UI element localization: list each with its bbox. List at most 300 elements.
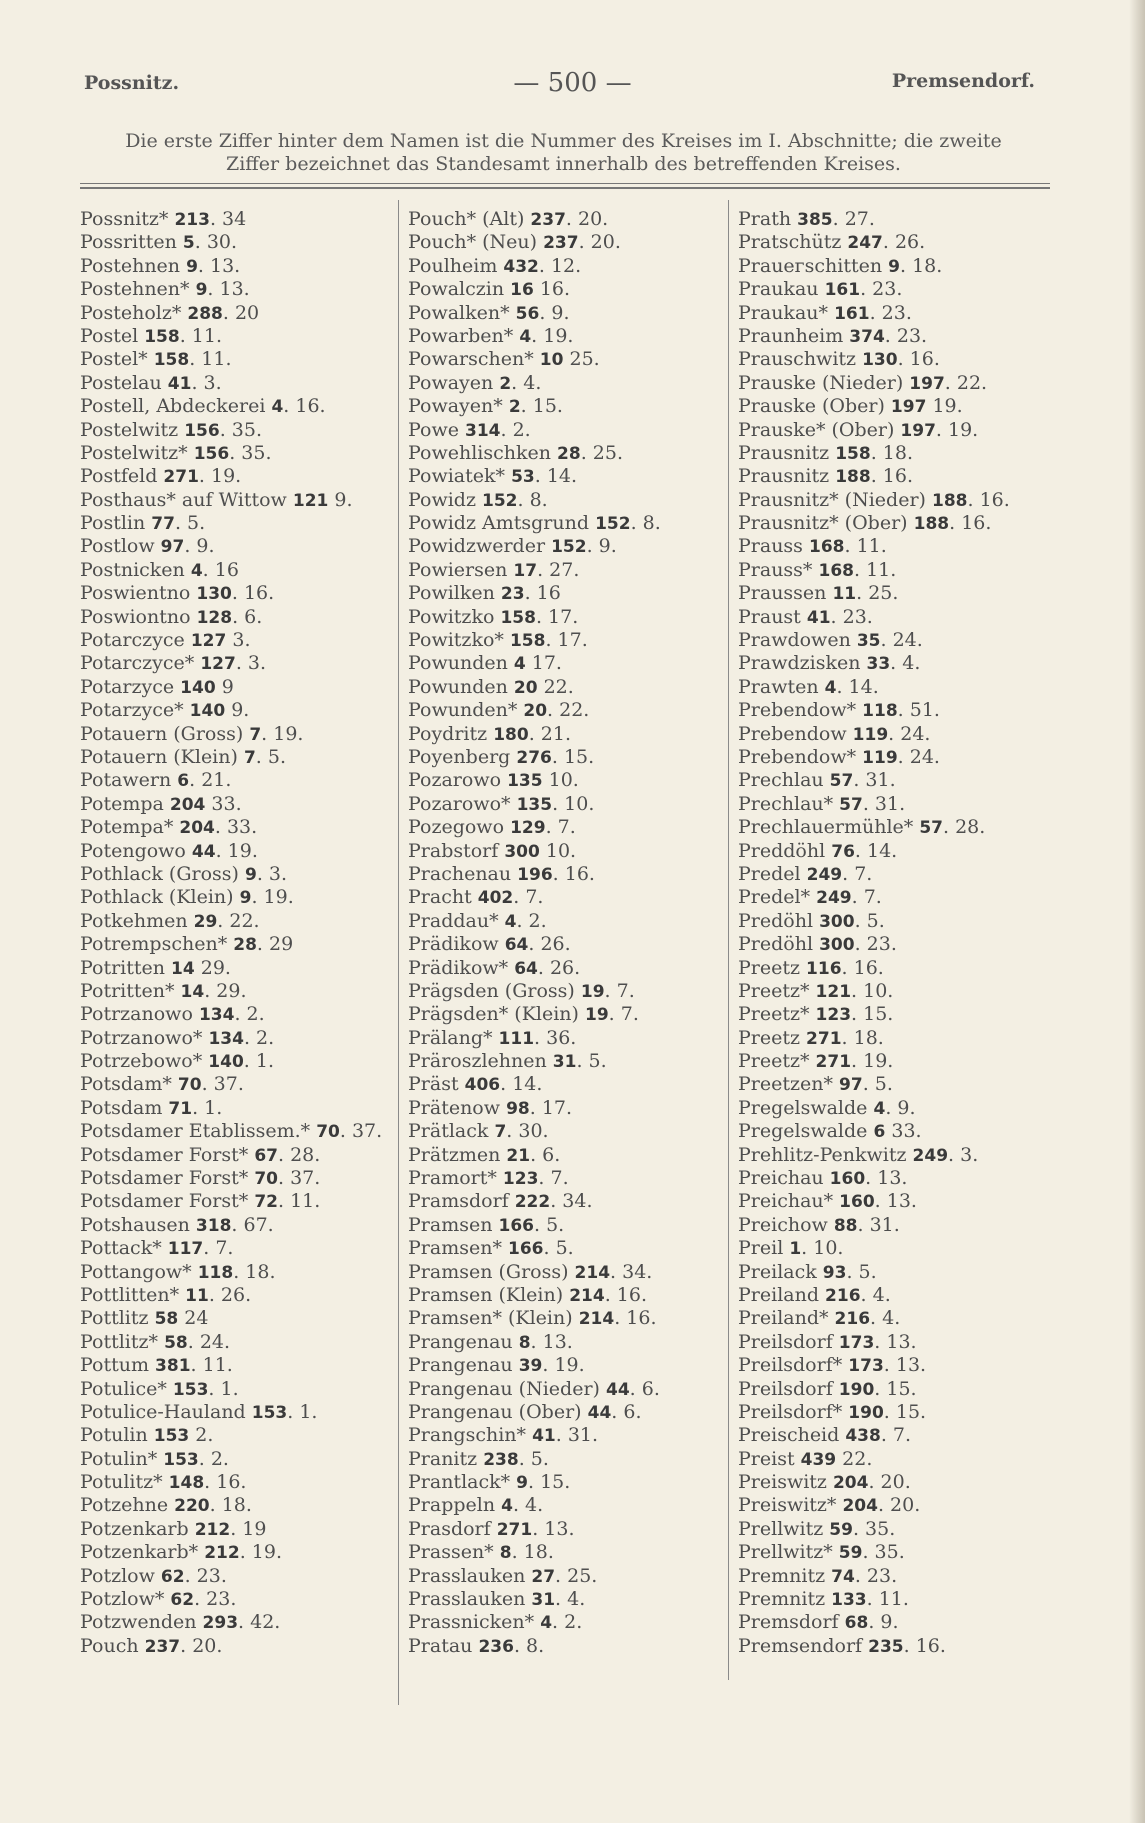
- directory-entry: [80, 348, 382, 371]
- directory-entry: [738, 769, 1010, 792]
- registry-office-number: . 11.: [189, 348, 232, 371]
- entry-name: Potzlow: [80, 1564, 161, 1587]
- registry-office-number: . 19.: [851, 1050, 894, 1073]
- directory-entry: [738, 278, 1010, 301]
- district-number: 4: [824, 677, 837, 698]
- registry-office-number: . 18.: [870, 441, 913, 464]
- directory-entry: [408, 746, 661, 769]
- directory-entry: [738, 1518, 1010, 1541]
- directory-entry: [738, 1144, 1010, 1167]
- directory-entry: [80, 863, 382, 886]
- registry-office-number: . 8.: [630, 512, 661, 535]
- entry-name: Prädikow: [408, 933, 505, 956]
- directory-entry: [408, 1307, 661, 1330]
- district-number: 216: [825, 1285, 861, 1306]
- registry-office-number: . 9.: [539, 301, 570, 324]
- entry-name: Präst: [408, 1073, 465, 1096]
- district-number: 58: [164, 1332, 188, 1353]
- entry-name: Premnitz: [738, 1564, 832, 1587]
- directory-entry: [738, 606, 1010, 629]
- registry-office-number: . 3.: [948, 1143, 979, 1166]
- intro-note: [76, 130, 1051, 176]
- directory-entry: [80, 1027, 382, 1050]
- district-number: 235: [868, 1636, 904, 1657]
- directory-entry: [80, 980, 382, 1003]
- district-number: 74: [831, 1566, 855, 1587]
- entry-name: Prauschwitz: [738, 348, 863, 371]
- registry-office-number: . 16.: [604, 1283, 647, 1306]
- registry-office-number: . 23.: [830, 605, 873, 628]
- registry-office-number: . 31.: [857, 1213, 900, 1236]
- district-number: 173: [848, 1356, 884, 1377]
- directory-entry: [80, 652, 382, 675]
- directory-entry: [80, 886, 382, 909]
- registry-office-number: . 11.: [179, 324, 222, 347]
- registry-office-number: . 5.: [854, 909, 885, 932]
- entry-name: Poydritz: [408, 722, 494, 745]
- district-number: 385: [797, 210, 833, 230]
- directory-entry: [408, 1167, 661, 1190]
- entry-name: Praunheim: [738, 324, 850, 347]
- entry-name: Potsdamer Forst*: [80, 1167, 255, 1190]
- district-number: 153: [163, 1449, 199, 1470]
- registry-office-number: . 13.: [532, 1517, 575, 1540]
- registry-office-number: . 28.: [942, 816, 986, 839]
- district-number: 70: [254, 1169, 278, 1190]
- district-number: 4: [501, 1496, 513, 1517]
- entry-name: Preetz*: [738, 979, 816, 1002]
- registry-office-number: . 19.: [531, 324, 574, 347]
- district-number: 59: [838, 1543, 863, 1564]
- directory-entry: [80, 723, 382, 746]
- district-number: 168: [808, 537, 845, 558]
- entry-name: Prauss: [738, 535, 809, 558]
- district-number: 188: [931, 490, 968, 511]
- registry-office-number: . 16.: [283, 395, 326, 418]
- directory-entry: [738, 1471, 1010, 1494]
- registry-office-number: . 24.: [187, 1330, 231, 1353]
- district-number: 4: [873, 1098, 886, 1119]
- district-number: 97: [839, 1075, 863, 1096]
- district-number: 212: [204, 1543, 240, 1564]
- directory-entry: [738, 699, 1010, 722]
- registry-office-number: . 11.: [866, 1588, 909, 1611]
- registry-office-number: . 20.: [578, 231, 621, 254]
- district-number: 249: [816, 888, 852, 909]
- directory-entry: [408, 1471, 661, 1494]
- registry-office-number: . 3.: [191, 371, 222, 394]
- registry-office-number: . 18.: [511, 1541, 554, 1564]
- district-number: 133: [831, 1590, 867, 1611]
- entry-name: Poswiontno: [80, 605, 197, 628]
- district-number: 4: [519, 326, 532, 347]
- directory-entry: [738, 1237, 1010, 1260]
- district-number: 123: [815, 1005, 852, 1026]
- directory-entry: [738, 535, 1010, 558]
- district-number: 39: [518, 1356, 543, 1377]
- entry-name: Preetz: [738, 956, 807, 979]
- directory-entry: [408, 278, 661, 301]
- registry-office-number: 2.: [189, 1424, 214, 1447]
- entry-name: Prassnicken*: [408, 1611, 541, 1634]
- directory-entry: [80, 512, 382, 535]
- entry-name: Pothlack (Gross): [80, 862, 245, 885]
- entry-name: Posteholz*: [80, 301, 188, 324]
- district-number: 158: [500, 607, 536, 628]
- directory-entry: [738, 465, 1010, 488]
- directory-entry: [80, 816, 382, 839]
- entry-name: Pottangow*: [80, 1260, 198, 1283]
- registry-office-number: . 20.: [565, 208, 609, 230]
- district-number: 152: [551, 537, 587, 558]
- registry-office-number: . 15.: [874, 1377, 917, 1400]
- registry-office-number: . 19.: [261, 722, 304, 745]
- registry-office-number: . 13.: [883, 1354, 927, 1377]
- directory-entry: [408, 1518, 661, 1541]
- district-number: 72: [254, 1192, 278, 1213]
- directory-entry: [80, 1284, 382, 1307]
- directory-entry: [738, 1120, 1010, 1143]
- directory-entry: [80, 1494, 382, 1517]
- registry-office-number: . 24.: [880, 629, 923, 652]
- directory-entry: [408, 1331, 661, 1354]
- district-number: 214: [578, 1309, 615, 1330]
- directory-entry: [408, 1448, 661, 1471]
- entry-name: Praussen: [738, 582, 833, 605]
- registry-office-number: . 26.: [528, 933, 571, 956]
- directory-entry: [738, 1588, 1010, 1611]
- entry-name: Prechlau: [738, 769, 830, 792]
- registry-office-number: . 16: [202, 558, 239, 581]
- district-number: 116: [806, 958, 842, 979]
- entry-name: Pramsdorf: [408, 1190, 515, 1213]
- district-number: 14: [180, 981, 205, 1002]
- district-number: 190: [848, 1402, 884, 1423]
- district-number: 188: [913, 514, 950, 535]
- directory-entry: [738, 512, 1010, 535]
- registry-office-number: . 29.: [204, 979, 247, 1002]
- directory-entry: [80, 1541, 382, 1564]
- entry-name: Prasdorf: [408, 1517, 497, 1540]
- registry-office-number: . 19: [230, 1517, 267, 1540]
- entry-name: Prellwitz*: [738, 1541, 839, 1564]
- district-number: 17: [513, 560, 538, 581]
- district-number: 19: [580, 981, 605, 1002]
- entry-name: Prawdowen: [738, 629, 857, 652]
- directory-entry: [80, 255, 382, 278]
- district-number: 156: [193, 443, 230, 464]
- column-divider-1: [398, 200, 399, 1705]
- entry-name: Praueгschitten: [738, 254, 889, 277]
- district-number: 212: [194, 1519, 231, 1540]
- entry-name: Prauske (Nieder): [738, 371, 910, 394]
- entry-name: Preetz*: [738, 1050, 816, 1073]
- registry-office-number: . 11.: [277, 1190, 321, 1213]
- directory-entry: [738, 1050, 1010, 1073]
- registry-office-number: . 2.: [500, 418, 531, 441]
- district-number: 158: [153, 350, 190, 371]
- district-number: 134: [198, 1005, 235, 1026]
- entry-name: Prangschin*: [408, 1424, 533, 1447]
- directory-entry: [738, 1424, 1010, 1447]
- registry-office-number: . 34: [209, 208, 247, 230]
- district-number: 9: [195, 280, 208, 301]
- entry-name: Prausnitz* (Nieder): [738, 488, 932, 511]
- entry-name: Präroszlehnen: [408, 1050, 553, 1073]
- entry-name: Prangenau: [408, 1330, 519, 1353]
- entry-name: Potsdamer Forst*: [80, 1190, 255, 1213]
- district-number: 117: [167, 1239, 204, 1260]
- district-number: 237: [144, 1636, 181, 1657]
- directory-entry: [80, 395, 382, 418]
- district-number: 21: [506, 1145, 531, 1166]
- registry-office-number: . 19.: [198, 465, 242, 488]
- registry-office-number: 9.: [225, 699, 250, 722]
- district-number: 70: [316, 1122, 340, 1143]
- directory-entry: [408, 723, 661, 746]
- registry-office-number: . 18.: [841, 1026, 884, 1049]
- entry-name: Preichau*: [738, 1190, 840, 1213]
- registry-office-number: . 16: [524, 582, 561, 605]
- directory-entry: [80, 419, 382, 442]
- district-number: 188: [835, 467, 871, 488]
- directory-entry: [80, 1261, 382, 1284]
- directory-entry: [408, 535, 661, 558]
- entry-name: Prägsden* (Klein): [408, 1003, 585, 1026]
- district-number: 4: [504, 911, 517, 932]
- registry-office-number: . 30.: [194, 231, 238, 254]
- directory-entry: [408, 1284, 661, 1307]
- directory-entry: [80, 676, 382, 699]
- entry-name: Predel*: [738, 886, 817, 909]
- directory-entry: [738, 723, 1010, 746]
- district-number: 8: [518, 1332, 531, 1353]
- district-number: 237: [543, 233, 579, 254]
- district-number: 57: [839, 794, 863, 815]
- entry-name: Pratschütz: [738, 231, 848, 254]
- district-number: 402: [477, 888, 514, 909]
- district-number: 438: [845, 1426, 881, 1447]
- registry-office-number: . 1.: [287, 1400, 318, 1423]
- page-edge-shadow: [1129, 0, 1145, 1823]
- registry-office-number: . 16.: [870, 465, 913, 488]
- directory-entry: [80, 489, 382, 512]
- registry-office-number: . 37.: [339, 1120, 383, 1143]
- registry-office-number: . 23.: [184, 1564, 227, 1587]
- registry-office-number: . 7.: [608, 1003, 639, 1026]
- district-number: 33: [866, 654, 891, 675]
- directory-entry: [738, 1167, 1010, 1190]
- district-number: 406: [464, 1075, 501, 1096]
- district-number: 44: [191, 841, 216, 862]
- district-number: 19: [584, 1005, 609, 1026]
- entry-name: Pouch: [80, 1634, 145, 1657]
- directory-entry: [408, 231, 661, 254]
- entry-name: Prangenau: [408, 1354, 519, 1377]
- entry-name: Possritten: [80, 231, 183, 254]
- directory-entry: [408, 302, 661, 325]
- registry-office-number: . 20.: [180, 1634, 223, 1657]
- registry-office-number: . 5.: [174, 512, 206, 535]
- directory-entry: [80, 442, 382, 465]
- entry-name: Prauske (Ober): [738, 395, 891, 418]
- entry-name: Pramsen* (Klein): [408, 1307, 579, 1330]
- district-number: 31: [552, 1052, 577, 1073]
- district-number: 374: [849, 326, 885, 347]
- directory-entry: [738, 419, 1010, 442]
- entry-name: Powidz Amtsgrund: [408, 512, 596, 535]
- directory-entry: [80, 1331, 382, 1354]
- district-number: 152: [595, 514, 631, 535]
- entry-name: Prangenau (Ober): [408, 1400, 588, 1423]
- entry-name: Powayen*: [408, 395, 509, 418]
- registry-office-number: . 13.: [865, 1167, 908, 1190]
- registry-office-number: . 23.: [854, 933, 897, 956]
- district-number: 5: [182, 233, 195, 254]
- directory-entry: [738, 348, 1010, 371]
- directory-entry: [408, 1635, 661, 1658]
- entry-name: Pothlack (Klein): [80, 886, 240, 909]
- directory-entry: [408, 1494, 661, 1517]
- directory-entry: [80, 1214, 382, 1237]
- entry-name: Potkehmen: [80, 909, 194, 932]
- registry-office-number: 9: [215, 675, 234, 698]
- entry-name: Powilken: [408, 582, 501, 605]
- entry-name: Postelau: [80, 371, 168, 394]
- district-number: 153: [172, 1379, 209, 1400]
- directory-entry: [738, 1331, 1010, 1354]
- directory-entry: [80, 535, 382, 558]
- entry-name: Potsdam*: [80, 1073, 178, 1096]
- registry-office-number: . 23.: [869, 301, 912, 324]
- entry-name: Prälang*: [408, 1026, 499, 1049]
- directory-entry: [80, 1307, 382, 1330]
- district-number: 2: [499, 373, 512, 394]
- entry-name: Potzenkarb: [80, 1517, 195, 1540]
- district-number: 9: [245, 864, 257, 885]
- district-number: 20: [523, 701, 548, 722]
- registry-office-number: . 26.: [537, 956, 581, 979]
- directory-entry: [408, 629, 661, 652]
- entry-name: Preilsdorf: [738, 1330, 839, 1353]
- district-number: 214: [569, 1285, 605, 1306]
- entry-name: Powunden*: [408, 699, 524, 722]
- directory-entry: [80, 746, 382, 769]
- entry-name: Premsdorf: [738, 1611, 845, 1634]
- entry-name: Preetzen*: [738, 1073, 840, 1096]
- entry-name: Potauern (Gross): [80, 722, 250, 745]
- district-number: 161: [824, 280, 861, 301]
- directory-entry: [738, 886, 1010, 909]
- directory-entry: [80, 1565, 382, 1588]
- header-rule-thick: [80, 187, 1050, 189]
- entry-name: Prausnitz* (Ober): [738, 512, 914, 535]
- directory-entry: [80, 933, 382, 956]
- entry-name: Pozarowo*: [408, 792, 517, 815]
- directory-entry: [738, 1541, 1010, 1564]
- district-number: 121: [815, 981, 852, 1002]
- directory-entry: [408, 1588, 661, 1611]
- registry-office-number: . 5.: [543, 1237, 574, 1260]
- entry-name: Potrzebowo*: [80, 1050, 209, 1073]
- entry-name: Powarschen*: [408, 348, 540, 371]
- directory-entry: [738, 325, 1010, 348]
- registry-office-number: . 22.: [217, 909, 260, 932]
- registry-office-number: 9.: [328, 488, 353, 511]
- entry-name: Powunden: [408, 675, 514, 698]
- district-number: 28: [557, 443, 581, 464]
- entry-name: Potsdamer Etablissem.*: [80, 1120, 317, 1143]
- entry-name: Prebendow*: [738, 699, 863, 722]
- registry-office-number: . 21.: [528, 722, 571, 745]
- registry-office-number: . 5.: [862, 1073, 893, 1096]
- entry-name: Posthaus* auf Wittow: [80, 488, 293, 511]
- directory-entry: [738, 863, 1010, 886]
- entry-name: Potarzyce*: [80, 699, 190, 722]
- district-number: 20: [513, 677, 538, 698]
- entry-name: Powunden: [408, 652, 514, 675]
- registry-office-number: . 3.: [256, 862, 288, 885]
- entry-name: Postel: [80, 324, 145, 347]
- entry-name: Praukau: [738, 278, 825, 301]
- column-3: [738, 208, 1010, 1658]
- entry-name: Pracht: [408, 886, 478, 909]
- entry-name: Postehnen: [80, 254, 187, 277]
- registry-office-number: . 5.: [533, 1213, 565, 1236]
- district-number: 77: [151, 514, 175, 535]
- registry-office-number: . 2.: [198, 1447, 229, 1470]
- intro-line-2: Ziffer bezeichnet das Standesamt innerhalb des betreffenden Kreises.: [226, 153, 901, 175]
- registry-office-number: . 26.: [882, 231, 926, 254]
- directory-entry: [80, 957, 382, 980]
- registry-office-number: . 7.: [538, 1167, 569, 1190]
- directory-entry: [408, 1378, 661, 1401]
- registry-office-number: . 2.: [516, 909, 547, 932]
- registry-office-number: . 14.: [534, 465, 578, 488]
- directory-entry: [408, 372, 661, 395]
- district-number: 14: [171, 958, 195, 979]
- registry-office-number: . 19.: [215, 839, 258, 862]
- registry-office-number: . 15.: [883, 1400, 927, 1423]
- entry-name: Powiatek*: [408, 465, 512, 488]
- registry-office-number: . 16.: [552, 862, 595, 885]
- entry-name: Prauske* (Ober): [738, 418, 901, 441]
- directory-entry: [408, 395, 661, 418]
- entry-name: Pramsen (Gross): [408, 1260, 575, 1283]
- registry-office-number: . 4.: [555, 1588, 586, 1611]
- registry-office-number: . 22.: [547, 699, 590, 722]
- directory-entry: [80, 1190, 382, 1213]
- registry-office-number: . 17.: [529, 1096, 573, 1119]
- registry-office-number: . 20.: [868, 1471, 911, 1494]
- entry-name: Predöhl: [738, 933, 820, 956]
- directory-entry: [738, 957, 1010, 980]
- entry-name: Prätlack: [408, 1120, 495, 1143]
- entry-name: Pottlitz: [80, 1307, 155, 1330]
- directory-entry: [408, 1401, 661, 1424]
- directory-entry: [80, 325, 382, 348]
- district-number: 173: [838, 1332, 875, 1353]
- directory-entry: [738, 629, 1010, 652]
- district-number: 119: [852, 724, 889, 745]
- registry-office-number: . 23.: [860, 278, 903, 301]
- district-number: 158: [835, 443, 871, 464]
- directory-entry: [80, 1354, 382, 1377]
- directory-entry: [738, 395, 1010, 418]
- directory-entry: [80, 1237, 382, 1260]
- entry-name: Potulin*: [80, 1447, 164, 1470]
- directory-entry: [80, 582, 382, 605]
